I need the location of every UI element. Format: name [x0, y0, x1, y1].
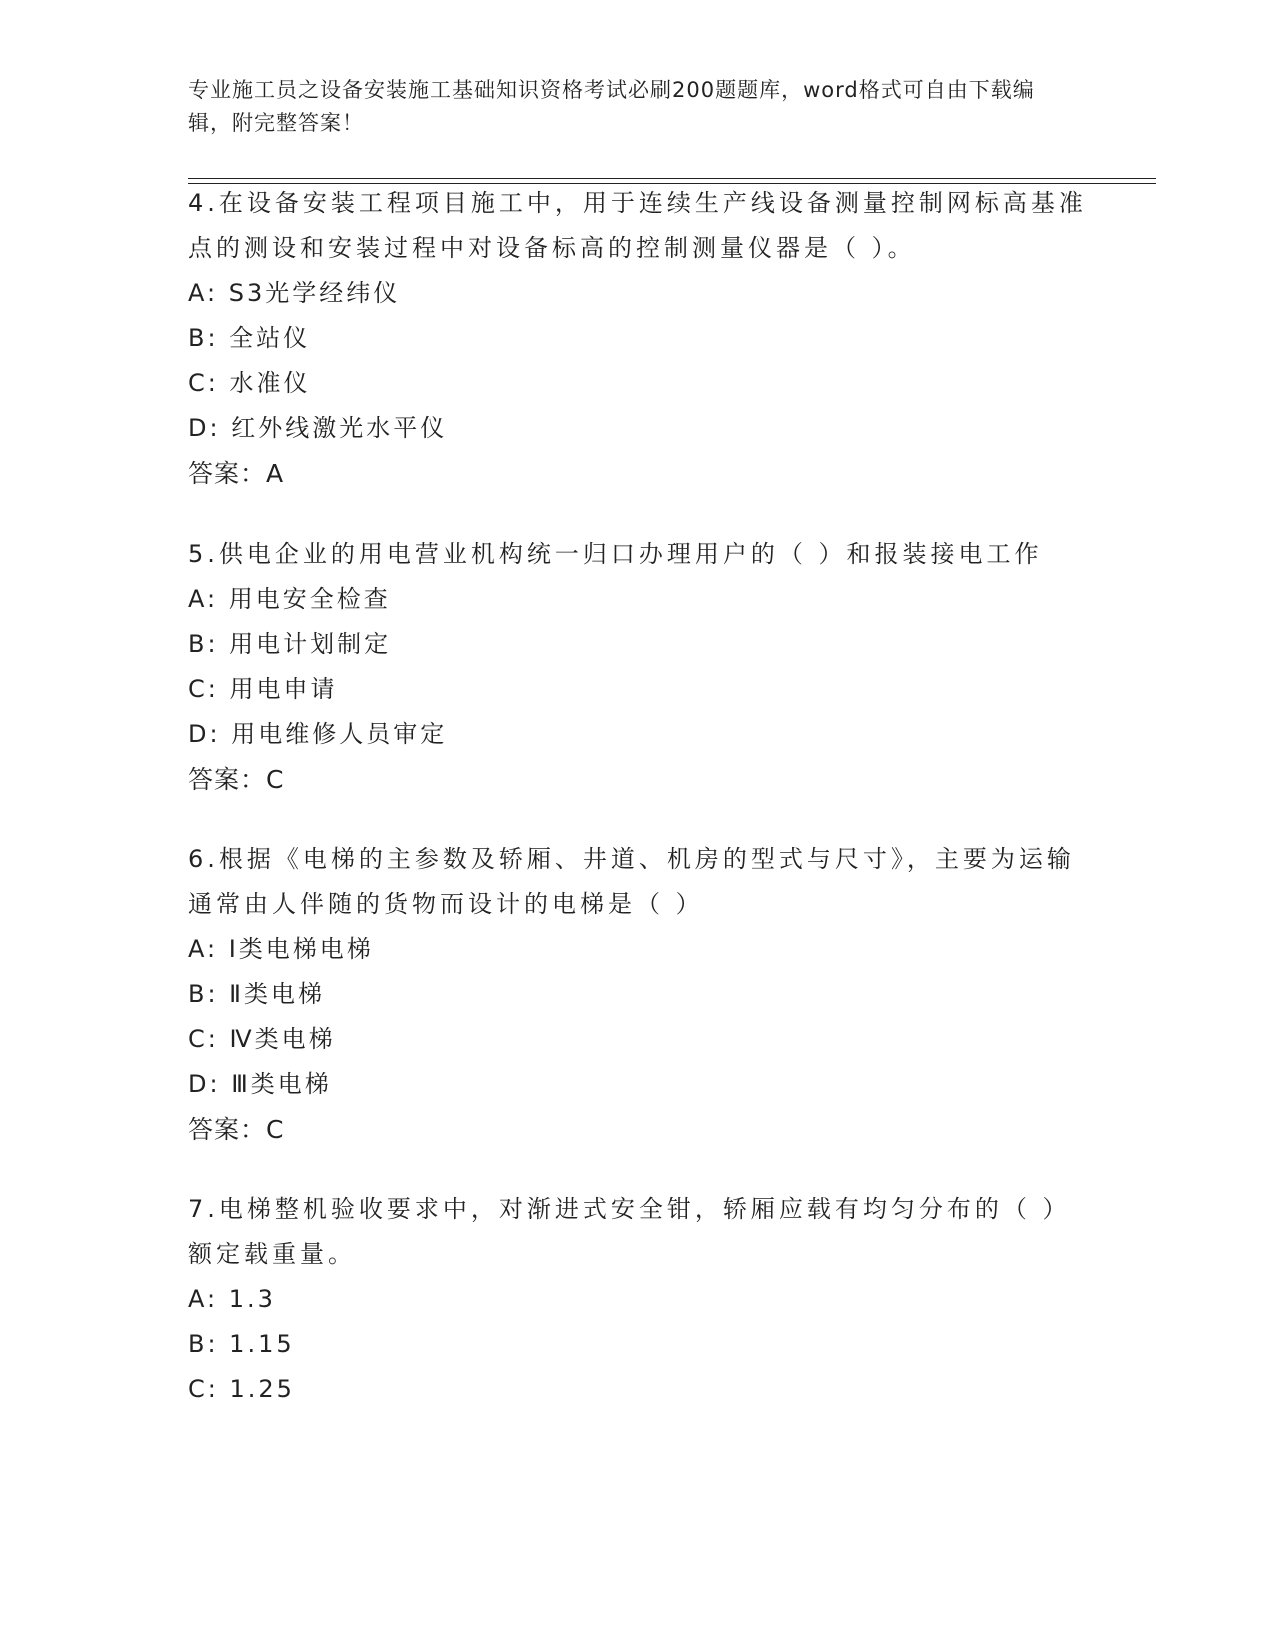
answer-text: 答案：A [188, 459, 285, 488]
option-c: C: 水准仪 [188, 369, 311, 397]
option-a: A: Ⅰ类电梯电梯 [188, 935, 374, 963]
option-c: C: 用电申请 [188, 675, 338, 703]
option-a: A: 1.3 [188, 1285, 276, 1313]
option-b: B: 全站仪 [188, 324, 311, 352]
question-block-5 [188, 532, 1088, 802]
option-b: B: 用电计划制定 [188, 630, 392, 658]
option-d: D: Ⅲ类电梯 [188, 1070, 332, 1098]
option-d: D: 红外线激光水平仪 [188, 414, 448, 442]
question-text: 7.电梯整机验收要求中，对渐进式安全钳，轿厢应载有均匀分布的（ ）额定载重量。 [188, 1195, 1071, 1268]
option-b: B: 1.15 [188, 1330, 295, 1358]
question-text: 4.在设备安装工程项目施工中，用于连续生产线设备测量控制网标高基准点的测设和安装过程中对设备标高的控制测量仪器是（ ）。 [188, 189, 1087, 262]
answer-text: 答案：C [188, 1115, 285, 1144]
option-c: C: 1.25 [188, 1375, 295, 1403]
document-header: 专业施工员之设备安装施工基础知识资格考试必刷200题题库，word格式可自由下载编辑，附完整答案！ [188, 78, 1035, 135]
option-a: A: 用电安全检查 [188, 585, 391, 613]
option-d: D: 用电维修人员审定 [188, 720, 448, 748]
question-text: 5.供电企业的用电营业机构统一归口办理用户的（ ）和报装接电工作 [188, 540, 1043, 568]
answer-text: 答案：C [188, 765, 285, 794]
question-block-6 [188, 837, 1088, 1152]
question-block-7 [188, 1187, 1088, 1412]
option-a: A: S3光学经纬仪 [188, 279, 401, 307]
option-b: B: Ⅱ类电梯 [188, 980, 325, 1008]
question-block-4 [188, 181, 1088, 496]
option-c: C: Ⅳ类电梯 [188, 1025, 336, 1053]
question-text: 6.根据《电梯的主参数及轿厢、井道、机房的型式与尺寸》，主要为运输通常由人伴随的货物而设计的电梯是（ ） [188, 845, 1075, 918]
